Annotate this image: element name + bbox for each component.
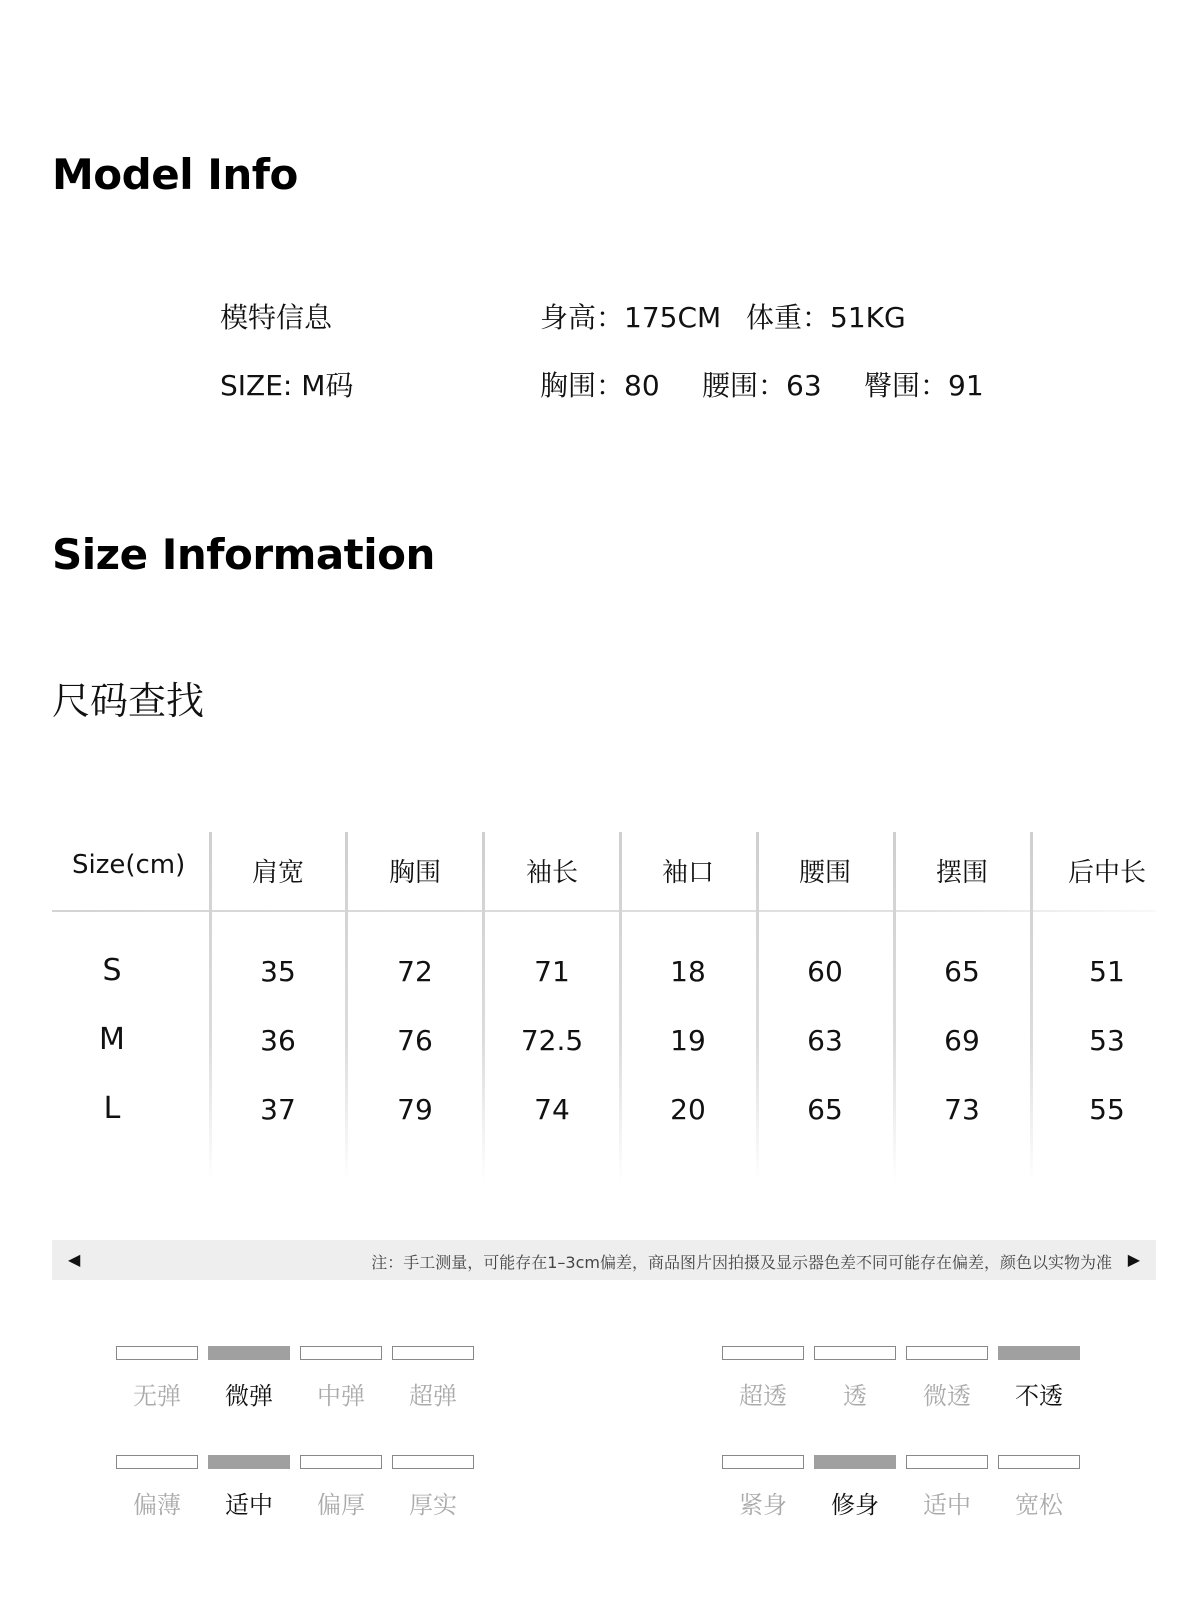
- scale-box: [392, 1346, 474, 1360]
- scale-option-label: 透: [843, 1382, 867, 1410]
- scale-box: [208, 1346, 290, 1360]
- table-cell: 74: [534, 1093, 570, 1126]
- table-cell: 71: [534, 955, 570, 988]
- scale-option-label: 宽松: [1015, 1491, 1063, 1519]
- note-bar: [52, 1240, 1156, 1280]
- table-cell: 37: [260, 1093, 296, 1126]
- size-label: L: [103, 1091, 121, 1126]
- table-cell: 36: [260, 1024, 296, 1057]
- model-weight: 体重：51KG: [746, 301, 906, 334]
- table-cell: 35: [260, 955, 296, 988]
- scale-box: [814, 1346, 896, 1360]
- table-cell: 72: [397, 955, 433, 988]
- measurement-column-header: 后中长: [1067, 858, 1146, 888]
- model-info-label: 模特信息: [220, 301, 333, 334]
- model-height: 身高：175CM: [540, 301, 722, 334]
- table-cell: 73: [944, 1093, 980, 1126]
- scale-option-label: 无弹: [133, 1382, 181, 1410]
- column-divider: [345, 832, 348, 1182]
- scale-box: [998, 1455, 1080, 1469]
- table-cell: 65: [807, 1093, 843, 1126]
- size-column-header: Size(cm): [72, 850, 186, 880]
- scale-option-label: 中弹: [317, 1382, 365, 1410]
- model-bust: 胸围：80: [540, 369, 660, 402]
- size-label: S: [102, 953, 122, 988]
- scale-option-label: 超弹: [409, 1382, 457, 1410]
- scale-box: [906, 1455, 988, 1469]
- scale-option-label: 修身: [831, 1491, 879, 1519]
- scale-box: [722, 1346, 804, 1360]
- scale-box: [116, 1346, 198, 1360]
- scale-box: [392, 1455, 474, 1469]
- scale-option-label: 适中: [923, 1491, 971, 1519]
- table-cell: 63: [807, 1024, 843, 1057]
- scale-option-label: 偏厚: [317, 1491, 365, 1519]
- model-size: SIZE: M码: [220, 369, 354, 402]
- table-cell: 76: [397, 1024, 433, 1057]
- scale-option-label: 适中: [225, 1491, 273, 1519]
- scale-box: [722, 1455, 804, 1469]
- table-cell: 18: [670, 955, 706, 988]
- scale-option-label: 偏薄: [133, 1491, 181, 1519]
- measurement-column-header: 袖口: [661, 858, 714, 888]
- scale-option-label: 紧身: [739, 1491, 787, 1519]
- scale-box: [300, 1346, 382, 1360]
- table-cell: 19: [670, 1024, 706, 1057]
- measurement-column-header: 袖长: [525, 858, 578, 888]
- size-finder-title: 尺码查找: [52, 679, 205, 723]
- scale-box: [998, 1346, 1080, 1360]
- measurement-column-header: 腰围: [798, 858, 851, 888]
- column-divider: [482, 832, 485, 1182]
- measurement-column-header: 摆围: [935, 858, 988, 888]
- scale-box: [906, 1346, 988, 1360]
- model-hip: 臀围：91: [864, 369, 984, 402]
- model-info-heading: Model Info: [52, 150, 298, 199]
- table-cell: 60: [807, 955, 843, 988]
- measurement-column-header: 肩宽: [251, 858, 304, 888]
- size-info-heading: Size Information: [52, 530, 435, 579]
- table-header-divider: [52, 910, 1156, 912]
- scale-box: [814, 1455, 896, 1469]
- scale-option-label: 微弹: [225, 1382, 273, 1410]
- measurement-note: 注：手工测量，可能存在1–3cm偏差，商品图片因拍摄及显示器色差不同可能存在偏差，颜色以实物为准: [371, 1253, 1112, 1272]
- table-cell: 72.5: [520, 1024, 584, 1057]
- table-cell: 55: [1089, 1093, 1125, 1126]
- scale-box: [300, 1455, 382, 1469]
- table-cell: 20: [670, 1093, 706, 1126]
- scale-option-label: 微透: [923, 1382, 971, 1410]
- scale-option-label: 厚实: [409, 1491, 457, 1519]
- table-cell: 51: [1089, 955, 1125, 988]
- model-waist: 腰围：63: [702, 369, 822, 402]
- measurement-column-header: 胸围: [388, 858, 441, 888]
- column-divider: [1030, 832, 1033, 1182]
- scroll-right-icon[interactable]: ▶: [1127, 1250, 1140, 1269]
- scale-option-label: 不透: [1015, 1382, 1063, 1410]
- table-cell: 53: [1089, 1024, 1125, 1057]
- size-label: M: [99, 1022, 125, 1057]
- table-cell: 79: [397, 1093, 433, 1126]
- scale-option-label: 超透: [739, 1382, 787, 1410]
- scale-box: [208, 1455, 290, 1469]
- scroll-left-icon[interactable]: ◀: [68, 1250, 81, 1269]
- scale-box: [116, 1455, 198, 1469]
- table-cell: 69: [944, 1024, 980, 1057]
- table-cell: 65: [944, 955, 980, 988]
